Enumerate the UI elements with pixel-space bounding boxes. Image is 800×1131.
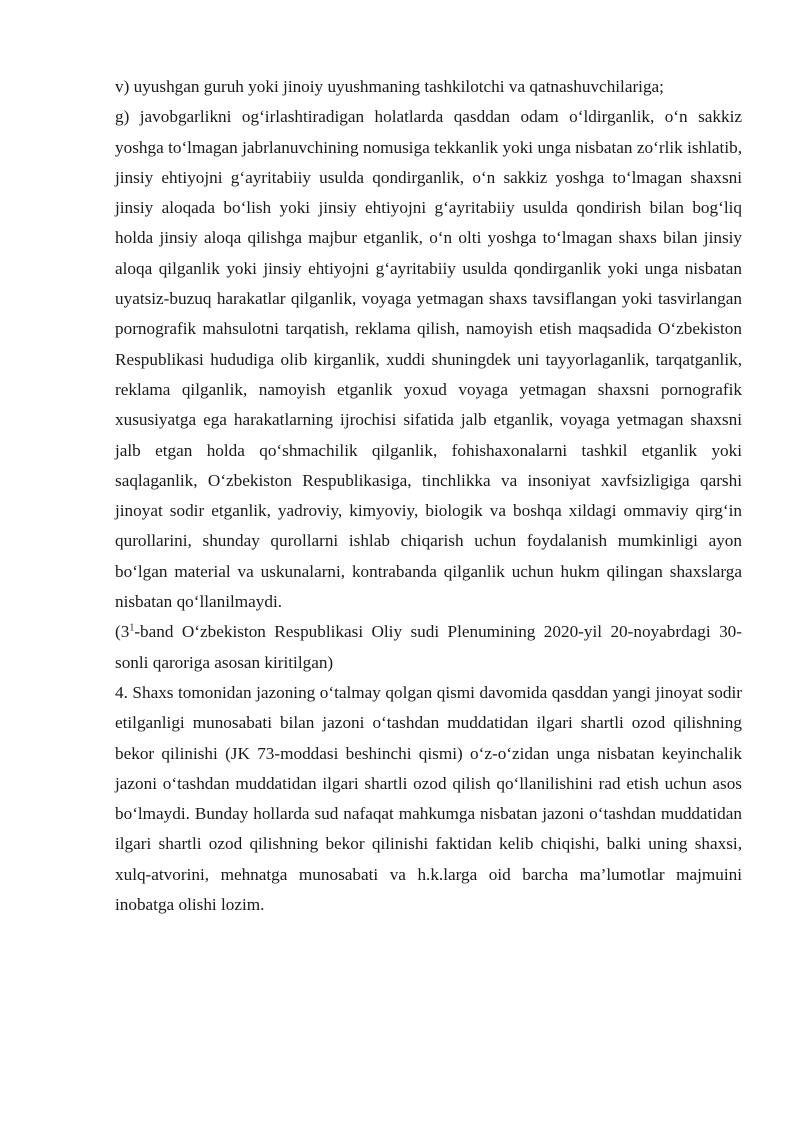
paragraph-4: 4. Shaxs tomonidan jazoning o‘talmay qolgan qismi davomida qasddan yangi jinoyat sodir etilganligi munosabati bilan jazoni o‘tashdan muddatidan ilgari shartli ozod qilishning bekor qilinishi (JK 73-moddasi beshinchi qismi) o‘z-o‘zidan unga nisbatan keyinchalik jazoni o‘tashdan muddatidan ilgari shartli ozod qilish qo‘llanilishini rad etish uchun asos bo‘lmaydi. Bunday hollarda sud nafaqat mahkumga nisbatan jazoni o‘tashdan muddatidan ilgari shartli ozod qilishning bekor qilinishi faktidan kelib chiqishi, balki uning shaxsi, xulq-atvorini, mehnatga munosabati va h.k.larga oid barcha ma’lumotlar majmuini inobatga olishi lozim. xyxy=(115,682,742,915)
amendment-note-rest: -band O‘zbekiston Respublikasi Oliy sudi Plenumining 2020-yil 20-noyabrdagi 30-sonli qaroriga asosan kiritilgan) xyxy=(115,622,742,672)
paragraph-g: g) javobgarlikni og‘irlashtiradigan holatlarda qasddan odam o‘ldirganlik, o‘n sakkiz yoshga to‘lmagan jabrlanuvchining nomusiga tekkanlik yoki unga nisbatan zo‘rlik ishlatib, jinsiy ehtiyojni g‘ayritabiiy usulda qondirganlik, o‘n sakkiz yoshga to‘lmagan shaxsni jinsiy aloqada bo‘lish yoki jinsiy ehtiyojni g‘ayritabiiy usulda qondirish bilan bog‘liq holda jinsiy aloqa qilishga majbur etganlik, o‘n olti yoshga to‘lmagan shaxs bilan jinsiy aloqa qilganlik yoki jinsiy ehtiyojni g‘ayritabiiy usulda qondirganlik yoki unga nisbatan uyatsiz-buzuq harakatlar qilganlik, voyaga yetmagan shaxs tavsiflangan yoki tasvirlangan pornografik mahsulotni tarqatish, reklama qilish, namoyish etish maqsadida O‘zbekiston Respublikasi hududiga olib kirganlik, xuddi shuningdek uni tayyorlaganlik, tarqatganlik, reklama qilganlik, namoyish etganlik yoxud voyaga yetmagan shaxsni pornografik xususiyatga ega harakatlarning ijrochisi sifatida jalb etganlik, voyaga yetmagan shaxsni jalb etgan holda qo‘shmachilik qilganlik, fohishaxonalarni tashkil etganlik yoki saqlaganlik, O‘zbekiston Respublikasiga, tinchlikka va insoniyat xavfsizligiga qarshi jinoyat sodir etganlik, yadroviy, kimyoviy, biologik va boshqa xildagi ommaviy qirg‘in qurollarini, shunday qurollarni ishlab chiqarish uchun foydalanish mumkinligi ayon bo‘lgan material va uskunalarni, kontrabanda qilganlik uchun hukm qilingan shaxslarga nisbatan qo‘llanilmaydi. xyxy=(115,107,742,612)
amendment-note-open: (3 xyxy=(115,622,130,642)
document-page xyxy=(115,72,742,920)
paragraph-v: v) uyushgan guruh yoki jinoiy uyushmaning tashkilotchi va qatnashuvchilariga; xyxy=(115,77,664,96)
amendment-note-superscript: 1 xyxy=(129,622,135,634)
amendment-note xyxy=(115,617,742,678)
